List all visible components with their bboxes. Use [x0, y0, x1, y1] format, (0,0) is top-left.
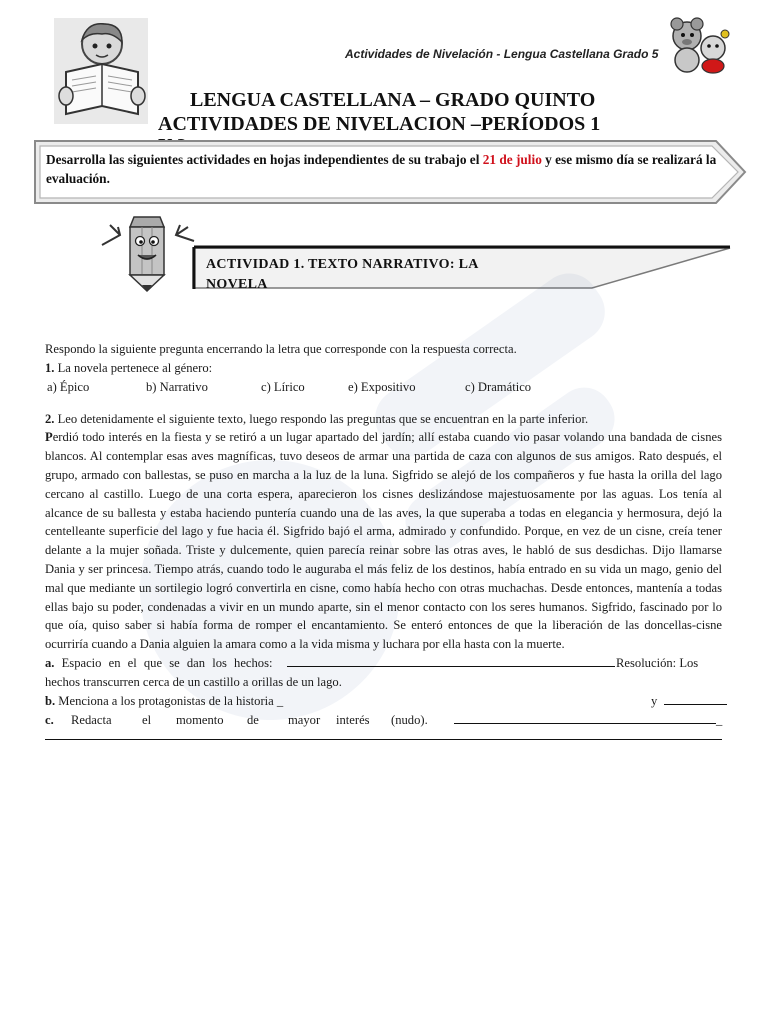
option-narrativo[interactable]: b) Narrativo: [146, 379, 208, 394]
header-note: Actividades de Nivelación - Lengua Castellana Grado 5: [345, 47, 659, 61]
item-b-text: Mencionа a los protagonistas de la historia _: [55, 693, 284, 708]
item-c-word-3: momento: [176, 712, 224, 727]
title-line-1: LENGUA CASTELLANA – GRADO QUINTO: [190, 89, 596, 111]
story-body: erdió todo interés en la fiesta y se retiró a un lugar apartado del jardín; allí estaba cuando vio pasar volando una bandada de cisnes blancos. Al contemplar esas aves magníficas, tuvo deseos de armar una partida de caza con algunos de sus amigos. Rato después, el grupo, armado con ballestas, se puso en marcha a la luz de la luna. Sigfrido se alejó de los compañeros y fue hasta la orilla del lago cercano al castillo. Luego de una corta espera, aparecieron los cisnes deslizándose majestuosamente por las aguas. Los tenía al alcance de su ballesta y estaba haciendo puntería cuando una de las aves, la que superaba a todas en elegancia y hermosura, dejó la centelleante superficie del lago y fue hacia él. Sigfrido bajó el arma, admirado y confundido. Porque, en vez de un cisne, creía tener delante a la mujer soñada. Triste y dulcemente, quien parecía reinar sobre las otras aves, le habló de sus desdichas. Dijo llamarse Dania y ser princesa. Tiempo atrás, cuando todo le auguraba el más feliz de los destinos, había entrado en su vida un mago, genio del mal que mediante un sortilegio logró convertirla en cisne, como había hecho con otras muchachas. Desde entonces, mantenía a todas ellas bajo su poder, condenadas a vivir en un mundo aparte, sin el menor contacto con los seres humanos. Sigfrido, fascinado por lo que oía, quiso saber si había forma de romper el encantamiento. Se enteró entonces de que la liberación de las doncellas-cisne ocurriría cuando a Dania alguien la amara como a la vida misma y luchara por ella hasta con la muerte.: [45, 430, 722, 652]
option-dramatico[interactable]: c) Dramático: [465, 379, 532, 394]
item-c-word-4: de: [247, 712, 259, 727]
item-c-word-1: Redacta: [71, 712, 112, 727]
item-b-label: b.: [45, 693, 56, 708]
activity-title: ACTIVIDAD 1. TEXTO NARRATIVO: LA NOVELA: [206, 257, 478, 292]
item-c-row: [45, 711, 722, 730]
question1-intro: Respondo la siguiente pregunta encerrando la letra que corresponde con la respuesta correcta.: [45, 342, 517, 356]
item-a-continuation: hechos transcurren cerca de un castillo a orillas de un lago.: [45, 674, 342, 689]
instruction-text-end: y ese mismo día se realizará la evaluación.: [46, 152, 717, 186]
activity-banner: [192, 244, 732, 290]
answer-line[interactable]: [45, 732, 722, 740]
item-c-word-7: (nudo).: [391, 712, 428, 727]
question2-text: Leo detenidamente el siguiente texto, luego respondo las preguntas que se encuentran en la parte inferior.: [54, 411, 589, 426]
instruction-text: [46, 150, 736, 188]
pencil-character-illustration: [100, 205, 196, 293]
story-text: [45, 428, 722, 654]
option-epico[interactable]: a) Épico: [47, 379, 90, 394]
question1-prompt: [45, 359, 722, 378]
worksheet-content: [45, 340, 722, 740]
due-date: 21 de julio: [482, 152, 542, 167]
question1-options: [45, 378, 722, 398]
item-a-row: [45, 654, 722, 673]
item-a-resolution: Resolución: Los: [616, 655, 699, 670]
title-line-2: ACTIVIDADES DE NIVELACION –PERÍODOS 1: [158, 113, 601, 135]
question2-prompt: [45, 410, 722, 429]
item-c-word-6: interés: [336, 712, 370, 727]
instruction-banner: [32, 138, 748, 206]
item-b-connector: y: [651, 693, 658, 708]
option-lirico[interactable]: c) Lírico: [261, 379, 305, 394]
cartoon-animals-illustration: [665, 14, 731, 74]
item-a-label: a.: [45, 655, 55, 670]
item-a-text: Espacio en el que se dan los hechos:: [54, 655, 273, 670]
question2-number: 2.: [45, 411, 55, 426]
item-c-word-2: el: [142, 712, 152, 727]
boy-reading-illustration: [52, 14, 150, 128]
option-expositivo[interactable]: e) Expositivo: [348, 379, 416, 394]
item-c-word-5: mayor: [288, 712, 321, 727]
story-first-letter: P: [45, 430, 53, 445]
item-c-label: c.: [45, 712, 54, 727]
instruction-text-start: Desarrolla las siguientes actividades en hojas independientes de su trabajo el: [46, 152, 483, 167]
item-b-row: [45, 692, 722, 711]
question1-text: La novela pertenece al género:: [54, 360, 213, 375]
question1-number: 1.: [45, 360, 55, 375]
item-c-trailer: _: [716, 712, 723, 727]
